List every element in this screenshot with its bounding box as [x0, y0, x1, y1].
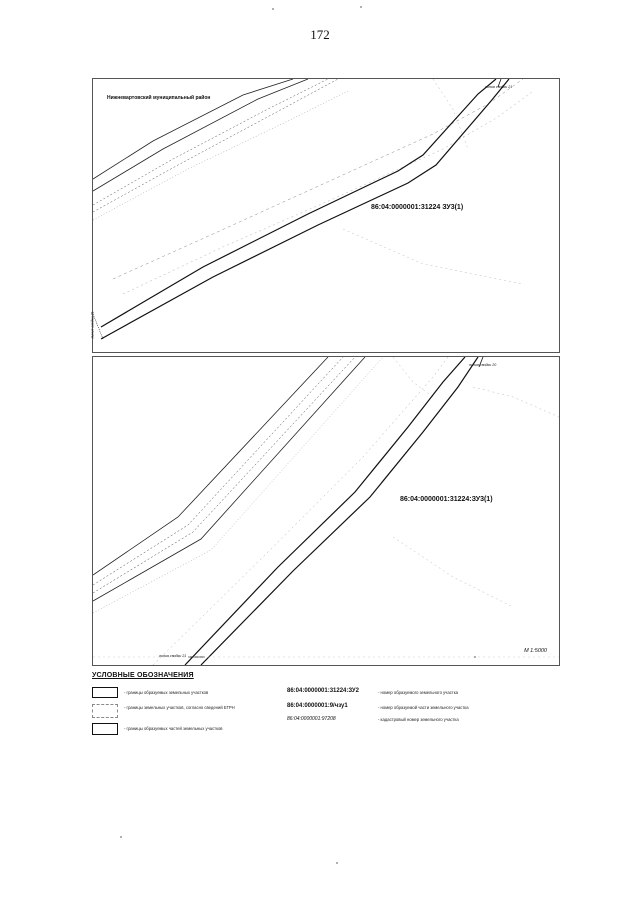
- legend-desc-parcel-number: - номер образуемого земельного участка: [378, 690, 458, 695]
- map-sheet-bottom: [92, 356, 560, 666]
- junction-label-top: линия сводки 21: [485, 85, 513, 89]
- legend-text-egrn-parcel: - границы земельных участков, согласно сведений ЕГРН: [124, 705, 235, 710]
- road-line-2: [93, 357, 343, 585]
- legend: [92, 672, 558, 731]
- road-line-5: [93, 357, 383, 613]
- parcel-boundary-upper: [185, 357, 465, 665]
- legend-symbol-formed-part: [92, 723, 118, 735]
- parcel-label-bottom: 86:04:0000001:31224:ЗУ3(1): [400, 496, 493, 503]
- junction-label-left: линия сводки 21: [90, 311, 95, 339]
- egrn-boundary-1: [113, 79, 523, 279]
- egrn-boundary-1: [153, 357, 448, 665]
- egrn-boundary-2: [123, 91, 533, 294]
- junction-label-top: линия сводки 20: [469, 363, 497, 367]
- egrn-boundary-4: [393, 537, 513, 607]
- map-bottom-drawing: [93, 357, 559, 665]
- legend-text-formed-parcel: - границы образуемых земельных участков: [124, 690, 209, 695]
- road-line-3: [93, 357, 355, 593]
- scan-speck: [272, 8, 274, 10]
- parcel-boundary-upper: [101, 79, 496, 327]
- scan-speck: [360, 6, 362, 8]
- egrn-boundary-3: [473, 387, 559, 417]
- road-line-1: [93, 79, 293, 179]
- legend-symbol-egrn-parcel: [92, 704, 118, 718]
- legend-code-cadastral-number: 86:04:0000001:97208: [287, 716, 336, 722]
- map-sheet-top: [92, 78, 560, 353]
- egrn-boundary-4: [343, 229, 523, 284]
- region-label: Нижневартовский муниципальный район: [107, 95, 211, 101]
- legend-code-parcel-number: 86:04:0000001:31224:ЗУ2: [287, 688, 359, 694]
- scan-speck: [474, 656, 476, 658]
- road-line-5: [93, 91, 348, 220]
- scale-label: М 1:5000: [524, 648, 547, 654]
- page-number: 172: [310, 27, 330, 42]
- junction-label-bottom: линия сводки 21: [159, 654, 187, 658]
- egrn-boundary-2: [393, 357, 433, 397]
- parcel-label-top: 86:04:0000001:31224 ЗУ3(1): [371, 204, 464, 211]
- road-line-1: [93, 357, 328, 575]
- scan-speck: [120, 836, 122, 838]
- legend-desc-cadastral-number: - кадастровый номер земельного участка: [378, 717, 459, 722]
- legend-symbol-formed-parcel: [92, 687, 118, 698]
- scan-speck: [336, 862, 338, 864]
- road-line-4: [93, 357, 365, 601]
- legend-title: УСЛОВНЫЕ ОБОЗНАЧЕНИЯ: [92, 672, 194, 679]
- legend-code-part-number: 86:04:0000001:9/чзу1: [287, 703, 348, 709]
- legend-text-formed-part: - границы образуемых частей земельных участков: [124, 726, 223, 731]
- parcel-boundary-lower: [201, 357, 478, 665]
- legend-desc-part-number: - номер образуемой части земельного участка: [378, 705, 469, 710]
